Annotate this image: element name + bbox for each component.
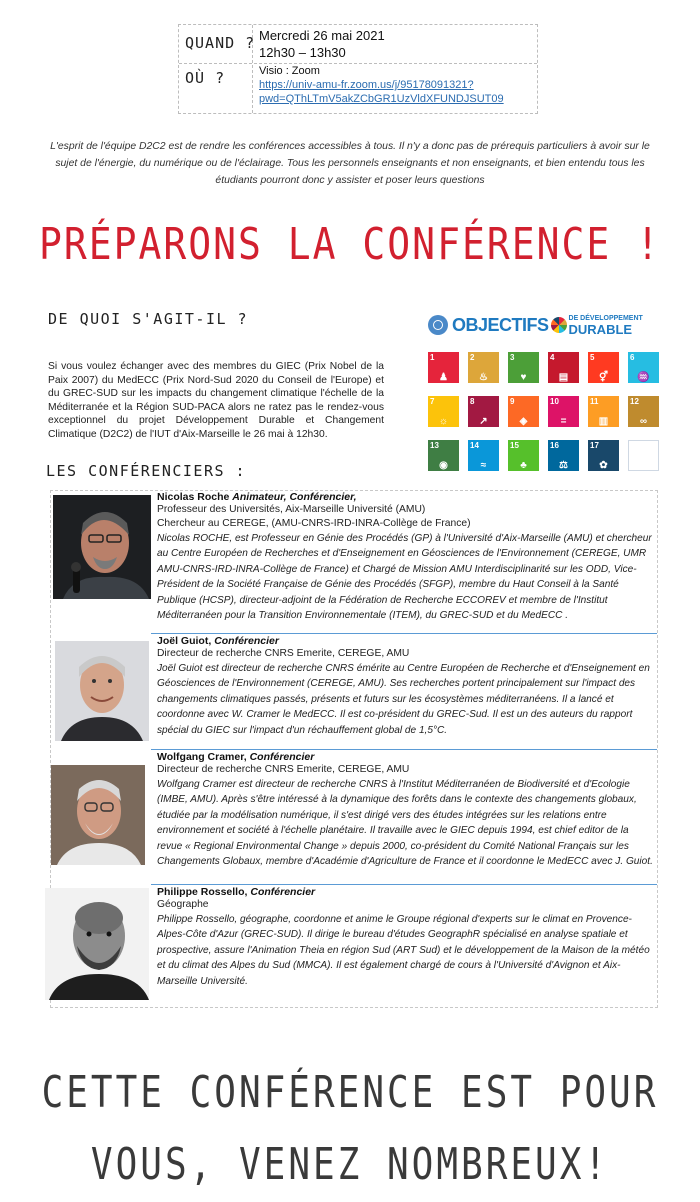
event-platform: Visio : Zoom (259, 65, 320, 77)
sdg-tile-1 (428, 352, 459, 383)
sdg-tile-number: 5 (590, 353, 595, 362)
portrait-rossello (45, 888, 149, 1000)
sdg-tile-5 (588, 352, 619, 383)
sdg-tile-number: 3 (510, 353, 515, 362)
sdg-subtitle-big: DURABLE (568, 321, 633, 337)
speaker-name-line: Wolfgang Cramer, Conférencier (157, 751, 315, 763)
speaker-bio: Philippe Rossello, géographe, coordonne et anime le Groupe régional d'experts sur le climat en Provence-Alpes-Côte d'Azur (GREC-SUD). Il dirige le bureau d'études GeographR spécialisé en analyse spatiale et prospective, assure l'Animation Theia en région Sud (ART Sud) et le développement de la Maison de la météo et du climat des Alpes du Sud (MMCA). Il est également chargé de cours à l'Université d'Avignon et Aix-Marseille Université. (157, 914, 650, 987)
speaker-text-guiot (157, 635, 655, 738)
sdg-panel (428, 312, 664, 472)
speaker-bio: Wolfgang Cramer est directeur de recherche CNRS à l'Institut Méditerranéen de Biodiversité et d'Ecologie (IMBE, AMU). Après s'être intéressé à la dynamique des forêts dans le contexte des changements globaux, étudiée par la modélisation numérique, il s'est dirigé vers des études intégrées sur les relations entre environnement et société à l'échelle planétaire. Il travaille avec le GIEC depuis 1994, est chief editor de la revue « Regional Environmental Change » depuis 2000, co-président du Comité National Français sur les Changements Globaux, membre d'Académie d'Agriculture de France et il coordonne le MedECC avec J. Guiot. (157, 779, 653, 868)
speaker-name: Joël Guiot (157, 635, 209, 647)
sdg-tile-logo (628, 440, 659, 471)
speakers-box (50, 490, 658, 1008)
sdg-tile-icon: ⚖ (559, 460, 568, 471)
zoom-link[interactable] (259, 78, 504, 106)
speaker-photo-guiot (55, 641, 149, 741)
speaker-divider (151, 633, 657, 634)
sdg-tile-number: 6 (630, 353, 635, 362)
event-date: Mercredi 26 mai 2021 (259, 28, 385, 43)
sdg-subtitle-small: DE DÉVELOPPEMENT (568, 314, 643, 322)
sdg-tile-icon: ⚥ (598, 372, 609, 383)
sdg-tile-number: 15 (510, 441, 519, 450)
sdg-tile-number: 16 (550, 441, 559, 450)
speaker-role: Conférencier (249, 751, 315, 763)
zoom-link-line2[interactable]: pwd=QThLTmV5akZCbGR1UzVldXFUNDJSUT09 (259, 93, 504, 105)
sdg-tile-number: 8 (470, 397, 475, 406)
zoom-link-line1[interactable]: https://univ-amu-fr.zoom.us/j/95178091321? (259, 79, 474, 91)
sdg-tile-icon: ♒ (637, 372, 650, 383)
when-label: QUAND ? (185, 34, 256, 52)
table-divider (179, 63, 537, 64)
sdg-tile-number: 2 (470, 353, 475, 362)
speaker-name: Philippe Rossello (157, 886, 245, 898)
sdg-tile-number: 14 (470, 441, 479, 450)
sdg-tile-16 (548, 440, 579, 471)
sdg-subtitle (569, 315, 643, 336)
speaker-photo-cramer (51, 765, 145, 865)
sdg-tile-number: 11 (590, 397, 599, 406)
speaker-divider (151, 884, 657, 885)
sdg-tile-icon: ▤ (558, 372, 569, 383)
speaker-title-1: Géographe (157, 899, 209, 910)
speaker-photo-rossello (45, 888, 149, 1000)
speaker-title-1: Professeur des Universités, Aix-Marseille Université (AMU) (157, 504, 426, 515)
speaker-name: Wolfgang Cramer (157, 751, 244, 763)
sdg-tile-7 (428, 396, 459, 427)
sdg-tile-number: 1 (430, 353, 435, 362)
speaker-text-roche (157, 491, 655, 623)
speaker-role: Animateur, Conférencier, (232, 491, 357, 503)
speaker-title-2: Chercheur au CEREGE, (AMU-CNRS-IRD-INRA-Collège de France) (157, 518, 471, 529)
sdg-tile-number: 12 (630, 397, 639, 406)
sdg-tile-8 (468, 396, 499, 427)
sdg-tile-icon: ◉ (439, 460, 448, 471)
main-heading: PRÉPARONS LA CONFÉRENCE ! (39, 218, 661, 270)
speaker-role: Conférencier (250, 886, 316, 898)
speaker-photo-roche (53, 495, 151, 599)
speaker-title-1: Directeur de recherche CNRS Emerite, CEREGE, AMU (157, 764, 410, 775)
sdg-tile-icon: ♟ (439, 372, 448, 383)
sdg-tile-10 (548, 396, 579, 427)
speakers-heading: LES CONFÉRENCIERS : (46, 462, 247, 480)
sdg-tile-icon: ∞ (639, 416, 648, 427)
event-time: 12h30 – 13h30 (259, 45, 346, 60)
about-heading: DE QUOI S'AGIT-IL ? (48, 310, 249, 328)
sdg-tile-3 (508, 352, 539, 383)
sdg-tile-icon: = (560, 416, 567, 427)
sdg-tile-icon: ♣ (520, 460, 527, 471)
sdg-tile-4 (548, 352, 579, 383)
speaker-text-cramer (157, 751, 655, 869)
event-info-table (178, 24, 538, 114)
sdg-tile-icon: ♨ (479, 372, 488, 383)
speaker-divider (151, 749, 657, 750)
sdg-tile-number: 7 (430, 397, 435, 406)
sdg-tile-12 (628, 396, 659, 427)
sdg-tile-icon: ☼ (438, 416, 449, 427)
sdg-tile-number: 9 (510, 397, 515, 406)
sdg-tile-15 (508, 440, 539, 471)
speaker-title-1: Directeur de recherche CNRS Emerite, CEREGE, AMU (157, 648, 410, 659)
sdg-tile-icon: ✿ (599, 460, 608, 471)
sdg-tile-icon: ↗ (479, 416, 488, 427)
sdg-tile-number: 10 (550, 397, 559, 406)
sdg-wheel-icon (551, 317, 567, 333)
sdg-tile-number: 4 (550, 353, 555, 362)
sdg-tile-icon: ▥ (598, 416, 609, 427)
speaker-text-rossello (157, 886, 655, 989)
sdg-title: OBJECTIFS (452, 314, 549, 335)
speaker-name-line (157, 491, 655, 503)
sdg-tile-number: 17 (590, 441, 599, 450)
sdg-tile-6 (628, 352, 659, 383)
sdg-tile-14 (468, 440, 499, 471)
sdg-tile-11 (588, 396, 619, 427)
where-label: OÙ ? (185, 69, 226, 87)
sdg-tile-icon: ≈ (480, 460, 487, 471)
speaker-name-line: Joël Guiot, Conférencier (157, 635, 279, 647)
portrait-guiot (55, 641, 149, 741)
sdg-tile-2 (468, 352, 499, 383)
un-emblem-icon (428, 315, 448, 335)
closing-line-1: CETTE CONFÉRENCE EST POUR (41, 1068, 659, 1118)
portrait-cramer (51, 765, 145, 865)
sdg-tile-17 (588, 440, 619, 471)
speaker-name-line: Philippe Rossello, Conférencier (157, 886, 316, 898)
sdg-tile-number: 13 (430, 441, 439, 450)
intro-paragraph: L'esprit de l'équipe D2C2 est de rendre les conférences accessibles à tous. Il n'y a donc pas de prérequis particuliers à avoir sur le sujet de l'énergie, du numérique ou de l'éclairage. Tous les personnels enseignants et non enseignants, et bien entendu tous les étudiants pourront donc y assister et poser leurs questions (50, 141, 650, 186)
sdg-tile-9 (508, 396, 539, 427)
speaker-name: Nicolas Roche (157, 491, 230, 503)
speaker-role: Conférencier (214, 635, 279, 647)
about-text: Si vous voulez échanger avec des membres du GIEC (Prix Nobel de la Paix 2007) du MedECC (Prix Nord-Sud 2020 du Conseil de l'Europe) et du GREC-SUD sur les impacts du changement climatique l'échelle de la Méditerranée et la Région SUD-PACA alors ne ratez pas le rendez-vous exceptionnel du projet Développement Durable et Changement Climatique (D2C2) de l'IUT d'Aix-Marseille le 26 mai à 12h30. (48, 361, 384, 440)
closing-line-2: VOUS, VENEZ NOMBREUX! (90, 1140, 610, 1190)
portrait-roche (53, 495, 151, 599)
sdg-tile-icon: ♥ (520, 372, 527, 383)
closing-slogan (0, 1058, 700, 1202)
sdg-tile-icon: ◈ (519, 416, 528, 427)
sdg-tile-13 (428, 440, 459, 471)
speaker-bio: Nicolas ROCHE, est Professeur en Génie des Procédés (GP) à l'Université d'Aix-Marseille (AMU) et chercheur au Centre Européen de Recherches et d'Enseignement en Géosciences de l'Environnement (CEREGE, UMR AMU-CNRS-IRD-INRA-Collège de France) et Chargé de Mission AMU Interdisciplinarité sur les ODD, Vice-Président de la Société Française de Génie des Procédés (SFGP), membre du Haut Conseil à la Santé Publique (HCSP), directeur-adjoint de la Fédération de Recherche ECCOREV et membre de l'Institut Méditerranéen pour la Transition Environnementale (ITEM), du GREC-SUD et du MedECC . (157, 533, 652, 622)
sdg-logo (428, 312, 664, 338)
speaker-bio: Joël Guiot est directeur de recherche CNRS émérite au Centre Européen de Recherche et d'Enseignement en Géosciences de l'Environnement (CEREGE, AMU). Ses recherches portent principalement sur l'impact des changements climatiques passés, présents et futurs sur les écosystèmes méditerranéens. Il a lancé et coordonne avec W. Cramer le MedECC. Il est co-président du GREC-Sud. Il est un des auteurs du rapport spécial du GIEC sur l'impact d'un réchauffement global de 1,5°C. (157, 663, 650, 736)
